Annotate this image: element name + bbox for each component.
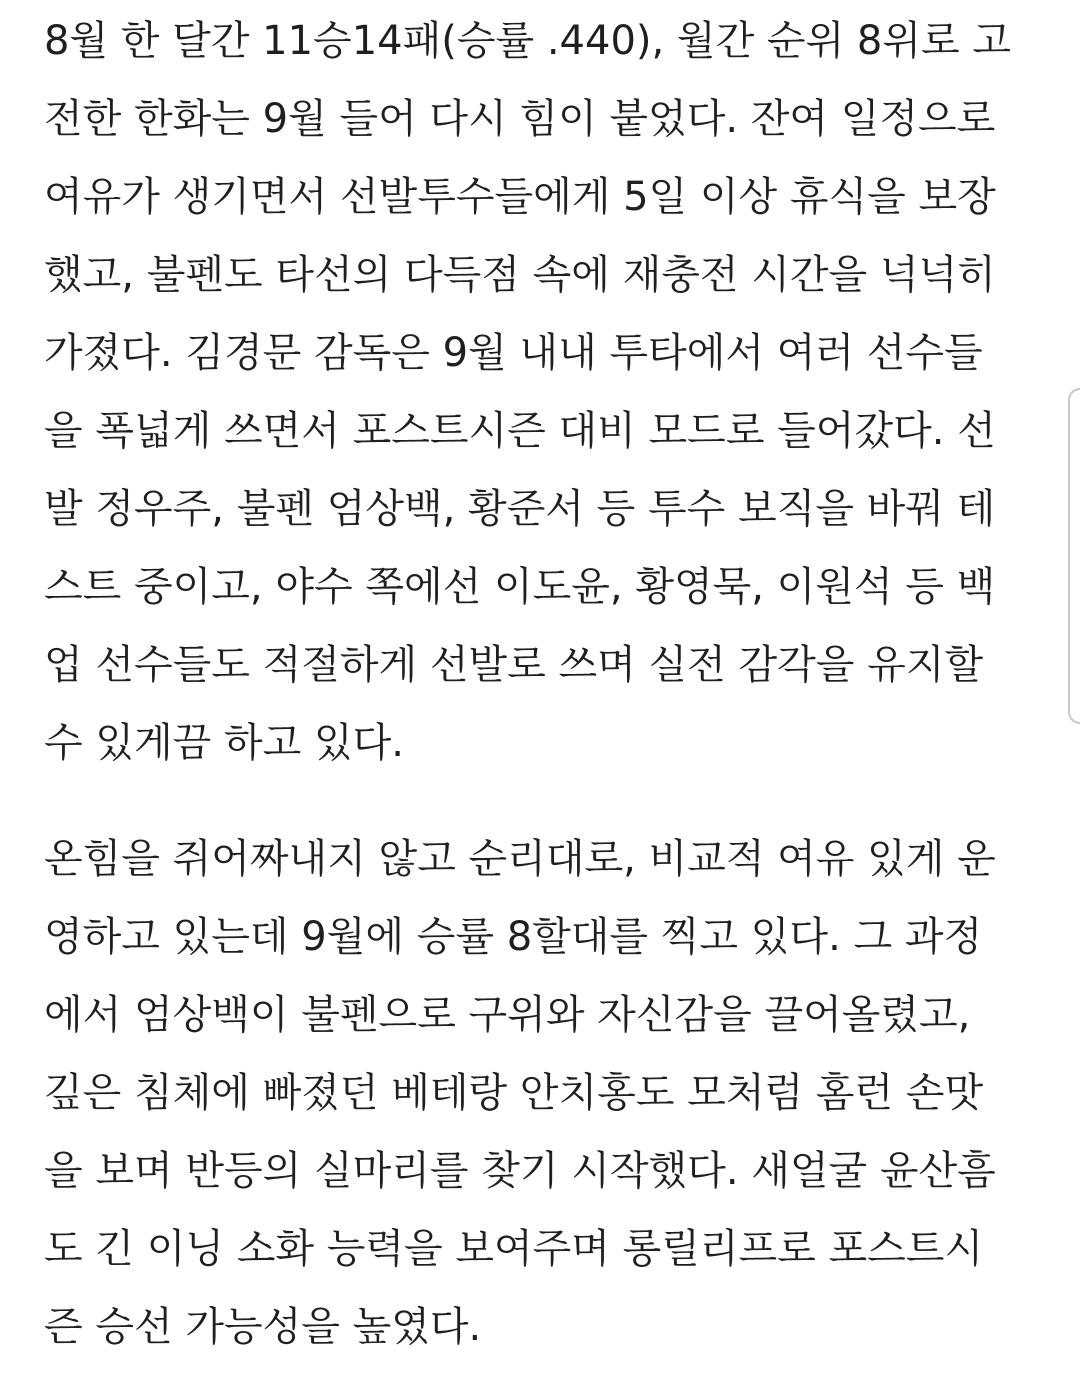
paragraph-line: 즌 승선 가능성을 높였다. xyxy=(44,1304,482,1350)
article-paragraph-2 xyxy=(44,820,996,1366)
paragraph-line: 수 있게끔 하고 있다. xyxy=(44,720,404,766)
paragraph-line: 을 폭넓게 쓰면서 포스트시즌 대비 모드로 들어갔다. 선 xyxy=(44,408,996,454)
paragraph-line: 했고, 불펜도 타선의 다득점 속에 재충전 시간을 넉넉히 xyxy=(44,252,996,298)
paragraph-line: 여유가 생기면서 선발투수들에게 5일 이상 휴식을 보장 xyxy=(44,174,996,220)
paragraph-line: 8월 한 달간 11승14패(승률 .440), 월간 순위 8위로 고 xyxy=(44,18,1012,64)
paragraph-line: 전한 한화는 9월 들어 다시 힘이 붙었다. 잔여 일정으로 xyxy=(44,96,996,142)
paragraph-line: 깊은 침체에 빠졌던 베테랑 안치홍도 모처럼 홈런 손맛 xyxy=(44,1070,984,1116)
paragraph-line: 발 정우주, 불펜 엄상백, 황준서 등 투수 보직을 바꿔 테 xyxy=(44,486,996,532)
paragraph-line: 스트 중이고, 야수 쪽에선 이도윤, 황영묵, 이원석 등 백 xyxy=(44,564,996,610)
side-scroll-handle[interactable] xyxy=(1068,388,1080,724)
paragraph-line: 가졌다. 김경문 감독은 9월 내내 투타에서 여러 선수들 xyxy=(44,330,983,376)
paragraph-line: 에서 엄상백이 불펜으로 구위와 자신감을 끌어올렸고, xyxy=(44,992,971,1038)
paragraph-line: 영하고 있는데 9월에 승률 8할대를 찍고 있다. 그 과정 xyxy=(44,914,983,960)
paragraph-line: 을 보며 반등의 실마리를 찾기 시작했다. 새얼굴 윤산흠 xyxy=(44,1148,996,1194)
paragraph-line: 업 선수들도 적절하게 선발로 쓰며 실전 감각을 유지할 xyxy=(44,642,984,688)
paragraph-line: 온힘을 쥐어짜내지 않고 순리대로, 비교적 여유 있게 운 xyxy=(44,836,996,882)
article-paragraph-1 xyxy=(44,2,1011,782)
paragraph-line: 도 긴 이닝 소화 능력을 보여주며 롱릴리프로 포스트시 xyxy=(44,1226,984,1272)
